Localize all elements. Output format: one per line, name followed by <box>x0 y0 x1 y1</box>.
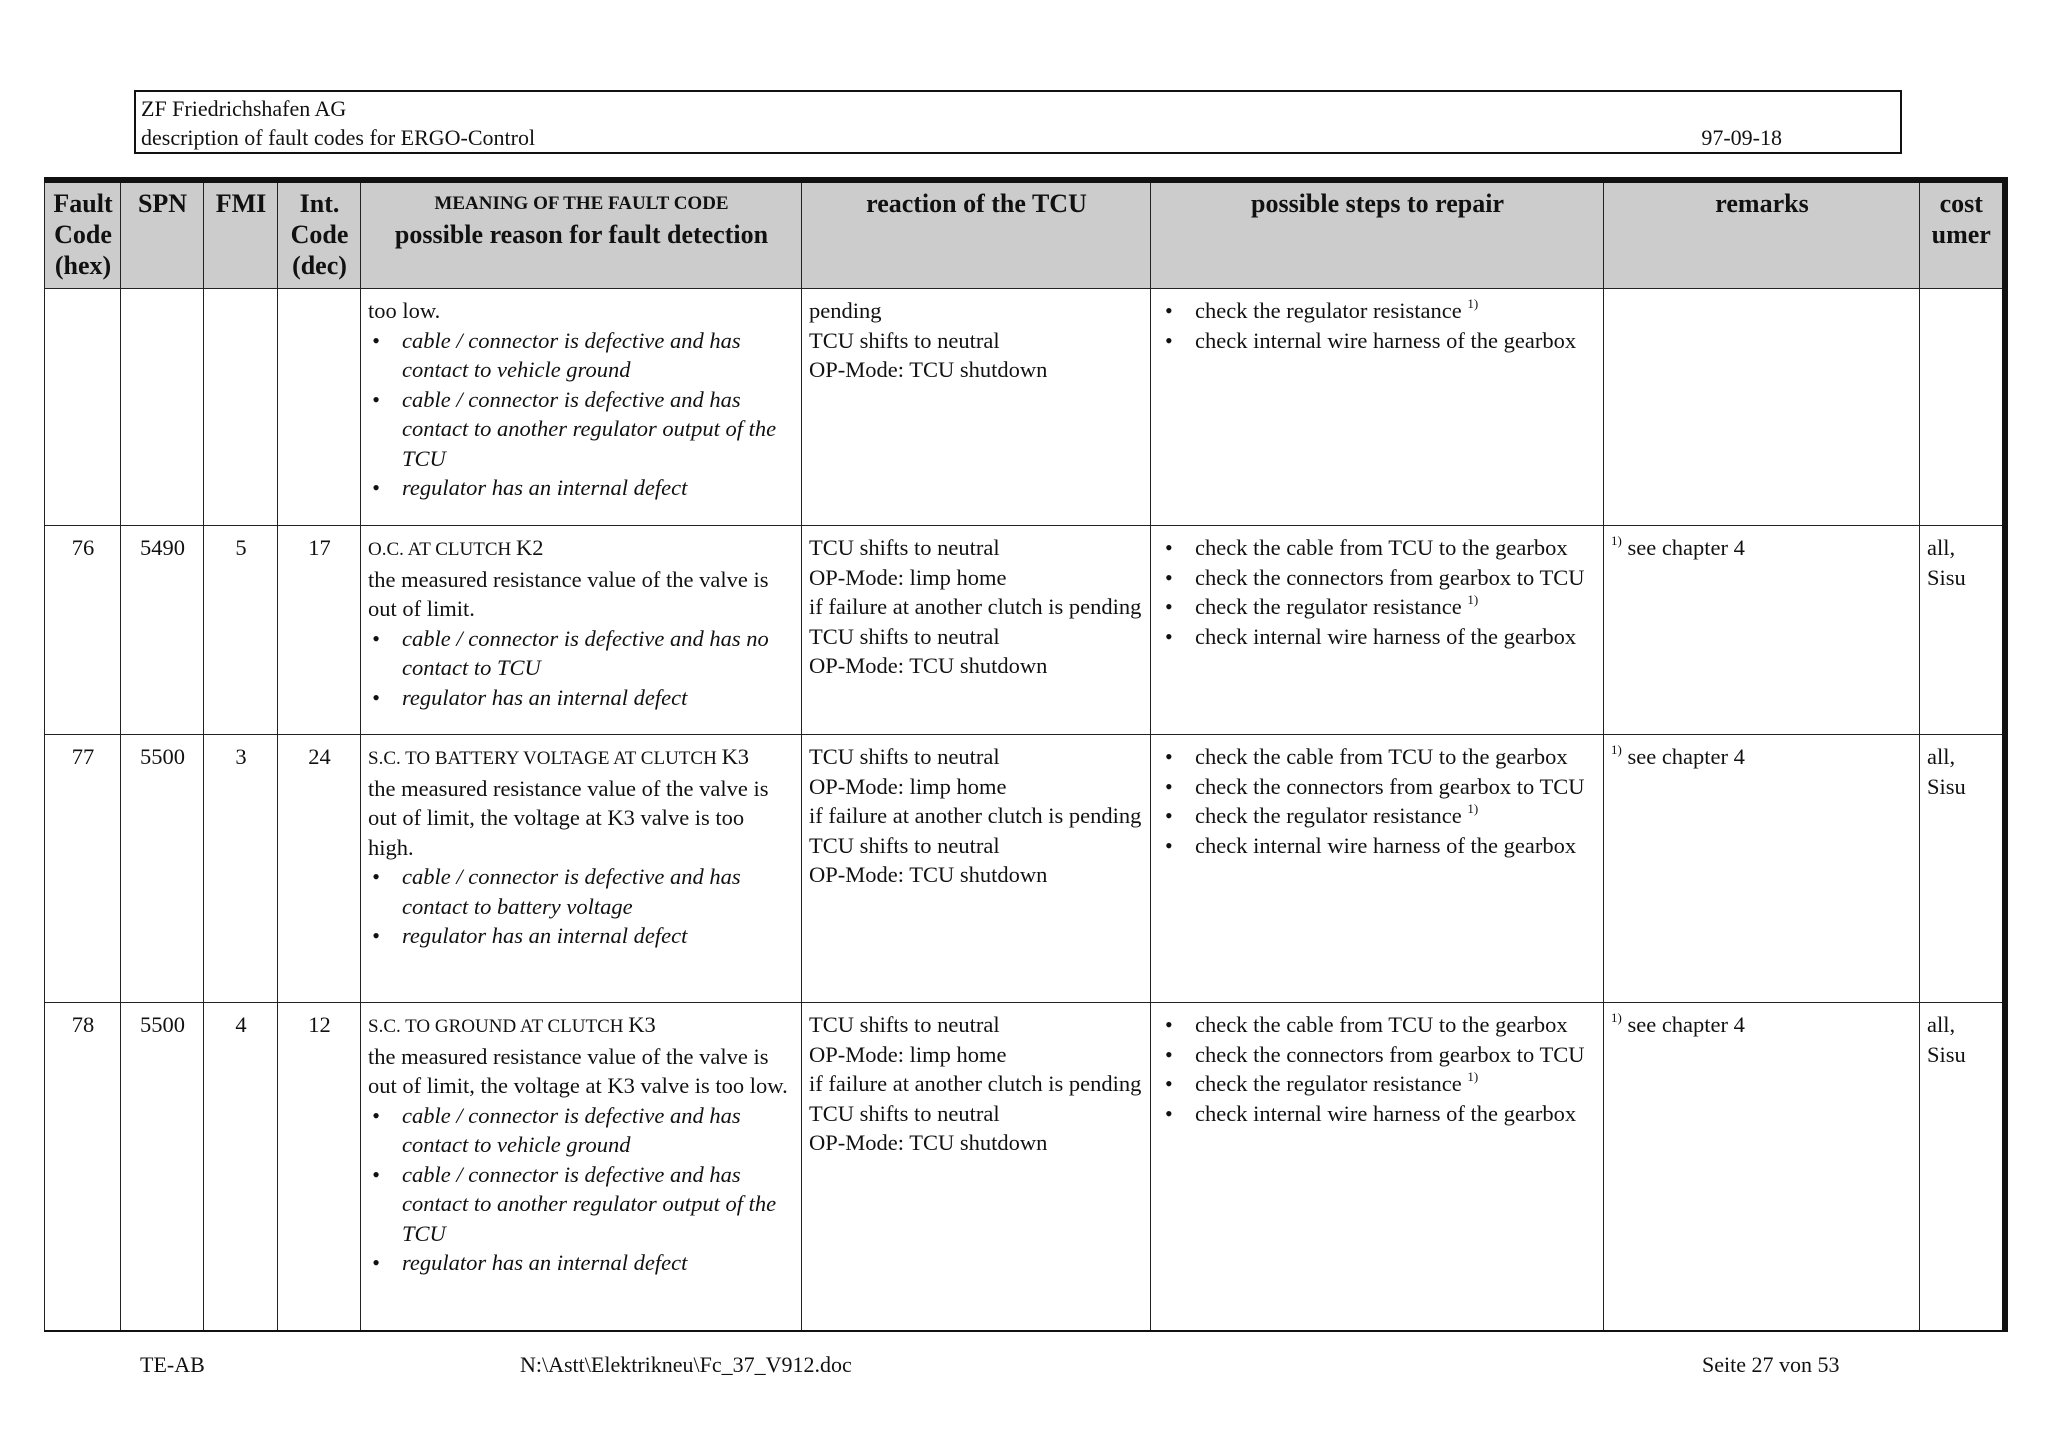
reaction-line: TCU shifts to neutral <box>809 327 1000 353</box>
customer-cell <box>1920 289 2005 526</box>
footnote-ref: 1) <box>1611 533 1622 548</box>
reaction-line: OP-Mode: limp home <box>809 564 1007 590</box>
possible-causes-list <box>368 1101 795 1278</box>
cause-item: • cable / connector is defective and has contact to another regulator output of the TCU <box>402 385 795 474</box>
header-meaning-subtitle: possible reason for fault detection <box>394 220 769 249</box>
fault-code-cell: 77 <box>45 735 121 1003</box>
fault-code-cell <box>45 289 121 526</box>
possible-causes-list <box>368 862 795 951</box>
repair-step-item: • check the regulator resistance $^{1)}$ <box>1195 1069 1597 1099</box>
remarks-cell <box>1604 526 1920 735</box>
table-header-row <box>45 180 2005 289</box>
header-reaction: reaction of the TCU <box>802 180 1151 289</box>
repair-step-item: • check the cable from TCU to the gearbox <box>1195 533 1597 563</box>
footer-department: TE-AB <box>140 1352 205 1377</box>
fault-description: the measured resistance value of the valve is out of limit, the voltage at K3 valve is too high. <box>368 775 769 860</box>
repair-steps-list <box>1161 533 1597 651</box>
repair-step-item: • check the regulator resistance $^{1)}$ <box>1195 296 1597 326</box>
footer-file-path: N:\Astt\Elektrikneu\Fc_37_V912.doc <box>520 1352 852 1377</box>
document-description: description of fault codes for ERGO-Control <box>141 125 536 150</box>
reaction-line: TCU shifts to neutral <box>809 535 1000 560</box>
reaction-cell <box>802 735 1151 1003</box>
repair-step-item: • check the cable from TCU to the gearbox <box>1195 742 1597 772</box>
repair-step-item: • check internal wire harness of the gearbox <box>1195 1099 1597 1129</box>
fault-description: the measured resistance value of the valve is out of limit. <box>368 566 769 621</box>
fault-title: S.C. TO GROUND AT CLUTCH K3 <box>368 1012 656 1037</box>
reaction-line: OP-Mode: TCU shutdown <box>809 653 1048 678</box>
possible-causes-list <box>368 326 795 503</box>
remarks-cell <box>1604 1003 1920 1331</box>
header-fmi: FMI <box>204 180 278 289</box>
spn-cell: 5490 <box>121 526 204 735</box>
repair-step-item: • check the regulator resistance $^{1)}$ <box>1195 592 1597 622</box>
int-code-cell: 17 <box>278 526 361 735</box>
repair-step-item: • check the connectors from gearbox to TCU <box>1195 1040 1597 1070</box>
footer-page-number: Seite 27 von 53 <box>1702 1352 1840 1377</box>
header-meaning-caption: MEANING OF THE FAULT CODE <box>434 193 729 214</box>
footnote-ref: 1) <box>1467 296 1479 311</box>
fault-description: the measured resistance value of the valve is out of limit, the voltage at K3 valve is too low. <box>368 1043 788 1098</box>
repair-steps-list <box>1161 296 1597 355</box>
reaction-line: TCU shifts to neutral <box>809 1100 1000 1126</box>
cause-item: • cable / connector is defective and has contact to another regulator output of the TCU <box>402 1160 795 1249</box>
reaction-line: OP-Mode: TCU shutdown <box>809 357 1048 382</box>
footnote-ref: 1) <box>1467 592 1479 607</box>
header-customer: cost umer <box>1920 180 2005 289</box>
header-meaning <box>361 180 802 289</box>
reaction-line: OP-Mode: TCU shutdown <box>809 1130 1048 1155</box>
table-row <box>45 1003 2005 1331</box>
footnote-ref: 1) <box>1467 801 1479 816</box>
repair-step-item: • check internal wire harness of the gearbox <box>1195 831 1597 861</box>
cause-item: • regulator has an internal defect <box>402 683 795 713</box>
reaction-line: pending <box>809 298 882 323</box>
repair-step-item: • check the connectors from gearbox to TCU <box>1195 772 1597 802</box>
reaction-line: TCU shifts to neutral <box>809 1012 1000 1037</box>
remarks-cell <box>1604 735 1920 1003</box>
repair-step-item: • check the regulator resistance $^{1)}$ <box>1195 801 1597 831</box>
fault-title: O.C. AT CLUTCH K2 <box>368 535 544 560</box>
possible-causes-list <box>368 624 795 713</box>
int-code-cell: 12 <box>278 1003 361 1331</box>
cause-item: • regulator has an internal defect <box>402 921 795 951</box>
footnote-ref: 1) <box>1467 1069 1479 1084</box>
meaning-cell <box>361 526 802 735</box>
footnote-ref: 1) <box>1611 1010 1622 1025</box>
reaction-line: TCU shifts to neutral <box>809 832 1000 858</box>
header-repair-steps: possible steps to repair <box>1151 180 1604 289</box>
reaction-line: if failure at another clutch is pending <box>809 803 1142 828</box>
reaction-line: if failure at another clutch is pending <box>809 1071 1142 1096</box>
meaning-cell <box>361 735 802 1003</box>
meaning-cell <box>361 289 802 526</box>
repair-step-item: • check internal wire harness of the gearbox <box>1195 622 1597 652</box>
repair-steps-cell <box>1151 289 1604 526</box>
customer-cell: all, Sisu <box>1920 735 2005 1003</box>
repair-step-item: • check internal wire harness of the gearbox <box>1195 326 1597 356</box>
cause-item: • cable / connector is defective and has no contact to TCU <box>402 624 795 683</box>
repair-steps-list <box>1161 1010 1597 1128</box>
fault-code-table <box>44 177 2008 1332</box>
company-name: ZF Friedrichshafen AG <box>141 96 347 121</box>
table-row <box>45 526 2005 735</box>
reaction-line: OP-Mode: limp home <box>809 1041 1007 1067</box>
meaning-cell <box>361 1003 802 1331</box>
spn-cell: 5500 <box>121 735 204 1003</box>
fault-description: too low. <box>368 298 441 323</box>
repair-step-item: • check the connectors from gearbox to TCU <box>1195 563 1597 593</box>
repair-steps-cell <box>1151 735 1604 1003</box>
spn-cell <box>121 289 204 526</box>
fmi-cell: 5 <box>204 526 278 735</box>
table-row <box>45 289 2005 526</box>
header-spn: SPN <box>121 180 204 289</box>
cause-item: • cable / connector is defective and has contact to vehicle ground <box>402 326 795 385</box>
fmi-cell: 3 <box>204 735 278 1003</box>
fmi-cell <box>204 289 278 526</box>
remarks-text: see chapter 4 <box>1621 535 1745 560</box>
footnote-ref: 1) <box>1611 742 1622 757</box>
header-int-code: Int. Code (dec) <box>278 180 361 289</box>
remarks-cell <box>1604 289 1920 526</box>
spn-cell: 5500 <box>121 1003 204 1331</box>
fault-code-cell: 78 <box>45 1003 121 1331</box>
cause-item: • regulator has an internal defect <box>402 1248 795 1278</box>
customer-cell: all, Sisu <box>1920 526 2005 735</box>
reaction-cell <box>802 526 1151 735</box>
reaction-line: TCU shifts to neutral <box>809 744 1000 769</box>
repair-step-item: • check the cable from TCU to the gearbox <box>1195 1010 1597 1040</box>
reaction-line: TCU shifts to neutral <box>809 623 1000 649</box>
repair-steps-cell <box>1151 1003 1604 1331</box>
int-code-cell <box>278 289 361 526</box>
document-date: 97-09-18 <box>1701 125 1782 150</box>
remarks-text: see chapter 4 <box>1621 1012 1745 1037</box>
cause-item: • regulator has an internal defect <box>402 473 795 503</box>
repair-steps-cell <box>1151 526 1604 735</box>
remarks-text: see chapter 4 <box>1621 744 1745 769</box>
int-code-cell: 24 <box>278 735 361 1003</box>
reaction-cell <box>802 1003 1151 1331</box>
reaction-line: OP-Mode: limp home <box>809 773 1007 799</box>
fault-title: S.C. TO BATTERY VOLTAGE AT CLUTCH K3 <box>368 744 750 769</box>
customer-cell: all, Sisu <box>1920 1003 2005 1331</box>
fmi-cell: 4 <box>204 1003 278 1331</box>
document-header-box <box>134 90 1902 154</box>
reaction-line: if failure at another clutch is pending <box>809 594 1142 619</box>
reaction-cell <box>802 289 1151 526</box>
header-fault-code: Fault Code (hex) <box>45 180 121 289</box>
fault-code-cell: 76 <box>45 526 121 735</box>
reaction-line: OP-Mode: TCU shutdown <box>809 862 1048 887</box>
cause-item: • cable / connector is defective and has contact to battery voltage <box>402 862 795 921</box>
repair-steps-list <box>1161 742 1597 860</box>
header-remarks: remarks <box>1604 180 1920 289</box>
cause-item: • cable / connector is defective and has contact to vehicle ground <box>402 1101 795 1160</box>
table-row <box>45 735 2005 1003</box>
